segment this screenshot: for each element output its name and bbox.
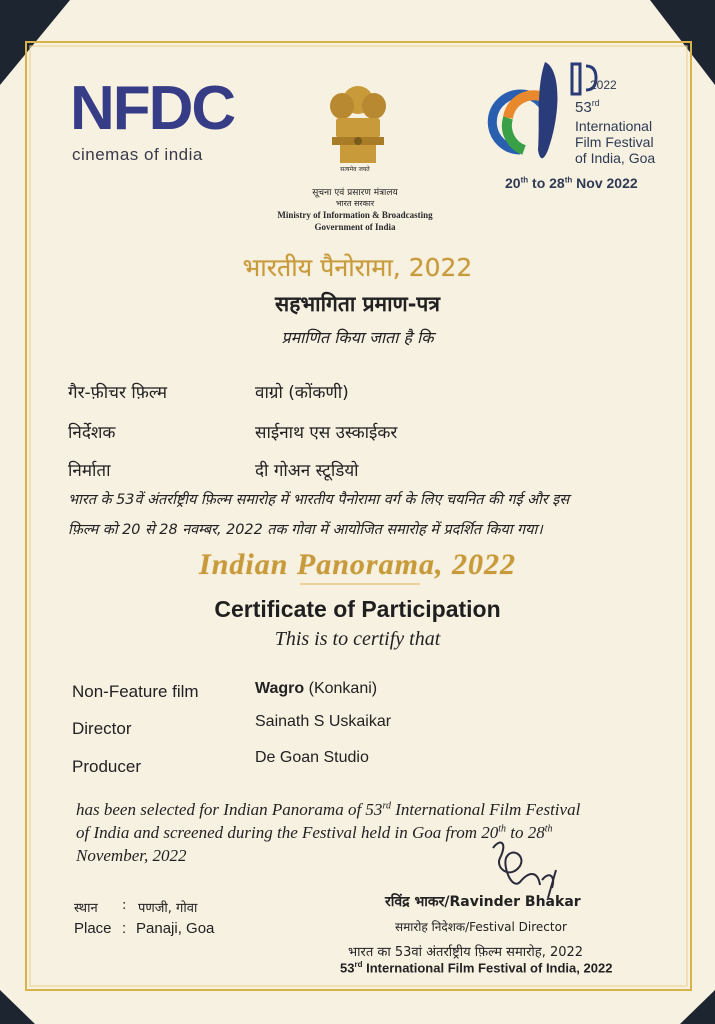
iffi-line-1: International xyxy=(575,118,653,134)
signatory-title: समारोह निदेशक/Festival Director xyxy=(395,920,567,934)
hindi-row-label: निर्माता xyxy=(68,461,111,481)
place-value-hindi: पणजी, गोवा xyxy=(138,901,198,916)
place-colon: : xyxy=(122,898,127,913)
place-value-english: Panaji, Goa xyxy=(136,920,215,937)
hindi-row-label: निर्देशक xyxy=(68,423,116,443)
english-row-label: Non-Feature film xyxy=(72,682,199,701)
hindi-paragraph-line-1: भारत के 53वें अंतर्राष्ट्रीय फ़िल्म समारोह में भारतीय पैनोरामा वर्ग के लिए चयनित की गई और इस xyxy=(68,492,570,508)
ministry-english-1: Ministry of Information & Broadcasting xyxy=(277,210,433,220)
place-label-english: Place xyxy=(74,920,112,937)
ministry-english-2: Government of India xyxy=(314,222,396,232)
ministry-hindi-1: सूचना एवं प्रसारण मंत्रालय xyxy=(312,188,398,198)
place-colon: : xyxy=(122,920,127,937)
place-label-hindi: स्थान xyxy=(74,901,98,916)
english-paragraph-line-1: has been selected for Indian Panorama of 53rd International Film Festival xyxy=(76,800,581,819)
ministry-hindi-2: भारत सरकार xyxy=(335,199,375,208)
english-row-label: Director xyxy=(72,719,132,738)
iffi-edition: 53rd xyxy=(575,98,600,116)
english-row-label: Producer xyxy=(72,757,141,776)
english-panorama-title: Indian Panorama, 2022 xyxy=(199,548,516,581)
festival-name-hindi: भारत का 53वां अंतर्राष्ट्रीय फ़िल्म समारोह, 2022 xyxy=(348,945,584,960)
iffi-line-2: Film Festival xyxy=(575,134,654,150)
english-paragraph-line-3: November, 2022 xyxy=(76,846,187,865)
english-paragraph-line-2: of India and screened during the Festival held in Goa from 20th to 28th xyxy=(76,823,553,842)
hindi-row-value: वाग्रो (कोंकणी) xyxy=(255,383,349,403)
emblem-motto: सत्यमेव जयते xyxy=(340,166,370,173)
english-row-value: De Goan Studio xyxy=(255,749,369,766)
hindi-paragraph-line-2: फ़िल्म को 20 से 28 नवम्बर, 2022 तक गोवा में आयोजित समारोह में प्रदर्शित किया गया। xyxy=(68,522,543,538)
english-certify-line: This is to certify that xyxy=(274,628,441,650)
nfdc-logo: NFDC xyxy=(70,74,235,143)
festival-name-english: 53rd International Film Festival of India, 2022 xyxy=(340,960,613,976)
hindi-certify-line: प्रमाणित किया जाता है कि xyxy=(281,328,434,347)
hindi-row-label: गैर-फ़ीचर फ़िल्म xyxy=(68,383,167,403)
english-row-value: Wagro (Konkani) xyxy=(255,680,378,697)
hindi-panorama-title: भारतीय पैनोरामा, 2022 xyxy=(242,253,473,282)
iffi-line-3: of India, Goa xyxy=(575,150,656,166)
english-row-value: Sainath S Uskaikar xyxy=(255,713,392,730)
hindi-row-value: साईनाथ एस उस्काईकर xyxy=(255,423,398,443)
hindi-certificate-title: सहभागिता प्रमाण-पत्र xyxy=(275,292,440,316)
signatory-name: रविंद्र भाकर/Ravinder Bhakar xyxy=(385,894,581,910)
iffi-dates: 20th to 28th Nov 2022 xyxy=(505,175,638,191)
iffi-year: 2022 xyxy=(590,78,617,92)
hindi-row-value: दी गोअन स्टूडियो xyxy=(255,461,359,481)
nfdc-tagline: cinemas of india xyxy=(72,145,203,164)
english-certificate-title: Certificate of Participation xyxy=(214,596,501,622)
